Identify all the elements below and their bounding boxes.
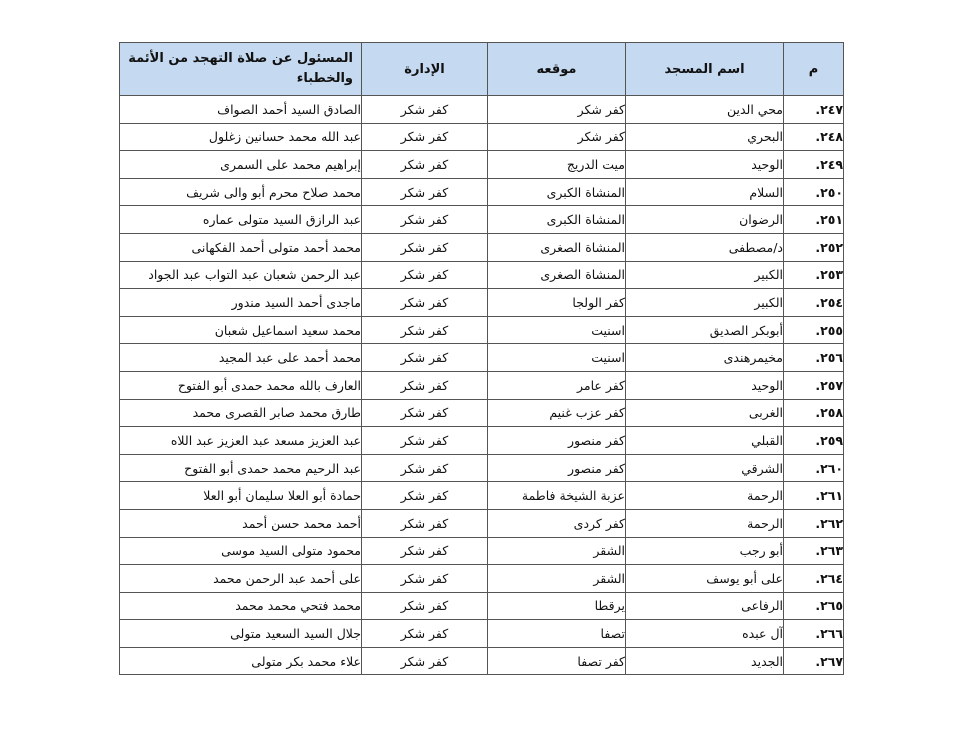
table-body — [120, 96, 844, 675]
table-row — [120, 371, 844, 399]
table-row — [120, 151, 844, 179]
mosque-tahajjud-table — [119, 42, 844, 675]
cell-mosque-name: الجديد — [626, 647, 784, 675]
cell-responsible: العارف بالله محمد حمدى أبو الفتوح — [120, 371, 362, 399]
cell-location: المنشاة الكبرى — [488, 178, 626, 206]
cell-administration: كفر شكر — [362, 371, 488, 399]
table-row — [120, 96, 844, 124]
cell-mosque-name: البحري — [626, 123, 784, 151]
cell-responsible: عبد الرحمن شعبان عبد التواب عبد الجواد — [120, 261, 362, 289]
cell-administration: كفر شكر — [362, 151, 488, 179]
cell-location: الشقر — [488, 565, 626, 593]
cell-num: ٢٤٧. — [784, 96, 844, 124]
cell-administration: كفر شكر — [362, 178, 488, 206]
cell-mosque-name: آل عبده — [626, 620, 784, 648]
cell-mosque-name: الوحيد — [626, 151, 784, 179]
cell-location: تصفا — [488, 620, 626, 648]
cell-administration: كفر شكر — [362, 592, 488, 620]
cell-num: ٢٥٦. — [784, 344, 844, 372]
cell-num: ٢٦٦. — [784, 620, 844, 648]
cell-mosque-name: الرحمة — [626, 509, 784, 537]
cell-location: اسنيت — [488, 316, 626, 344]
cell-responsible: محمد سعيد اسماعيل شعبان — [120, 316, 362, 344]
cell-administration: كفر شكر — [362, 123, 488, 151]
cell-responsible: عبد الرازق السيد متولى عماره — [120, 206, 362, 234]
cell-num: ٢٦٤. — [784, 565, 844, 593]
cell-location: المنشاة الكبرى — [488, 206, 626, 234]
cell-mosque-name: أبوبكر الصديق — [626, 316, 784, 344]
cell-administration: كفر شكر — [362, 289, 488, 317]
cell-location: كفر عزب غنيم — [488, 399, 626, 427]
cell-num: ٢٦٣. — [784, 537, 844, 565]
table-row — [120, 178, 844, 206]
cell-responsible: طارق محمد صابر القصرى محمد — [120, 399, 362, 427]
cell-mosque-name: الغربى — [626, 399, 784, 427]
header-administration: الإدارة — [362, 43, 488, 96]
table-row — [120, 123, 844, 151]
cell-administration: كفر شكر — [362, 233, 488, 261]
cell-location: المنشاة الصغرى — [488, 233, 626, 261]
cell-mosque-name: الكبير — [626, 261, 784, 289]
cell-responsible: أحمد محمد حسن أحمد — [120, 509, 362, 537]
table-row — [120, 427, 844, 455]
cell-responsible: حمادة أبو العلا سليمان أبو العلا — [120, 482, 362, 510]
cell-location: كفر تصفا — [488, 647, 626, 675]
cell-responsible: محمد أحمد على عبد المجيد — [120, 344, 362, 372]
cell-administration: كفر شكر — [362, 261, 488, 289]
cell-num: ٢٦٧. — [784, 647, 844, 675]
cell-num: ٢٥٥. — [784, 316, 844, 344]
cell-location: كفر الولجا — [488, 289, 626, 317]
cell-administration: كفر شكر — [362, 454, 488, 482]
cell-administration: كفر شكر — [362, 427, 488, 455]
cell-administration: كفر شكر — [362, 620, 488, 648]
cell-num: ٢٥١. — [784, 206, 844, 234]
cell-num: ٢٦٥. — [784, 592, 844, 620]
cell-administration: كفر شكر — [362, 537, 488, 565]
cell-mosque-name: محي الدين — [626, 96, 784, 124]
cell-num: ٢٦١. — [784, 482, 844, 510]
cell-location: المنشاة الصغرى — [488, 261, 626, 289]
cell-responsible: عبد الله محمد حسانين زغلول — [120, 123, 362, 151]
cell-num: ٢٥٣. — [784, 261, 844, 289]
table-row — [120, 537, 844, 565]
cell-mosque-name: الرفاعى — [626, 592, 784, 620]
cell-mosque-name: الوحيد — [626, 371, 784, 399]
cell-administration: كفر شكر — [362, 565, 488, 593]
cell-administration: كفر شكر — [362, 344, 488, 372]
cell-location: كفر منصور — [488, 454, 626, 482]
cell-mosque-name: الرحمة — [626, 482, 784, 510]
cell-num: ٢٤٨. — [784, 123, 844, 151]
table-row — [120, 344, 844, 372]
cell-location: عزبة الشيخة فاطمة — [488, 482, 626, 510]
table-row — [120, 316, 844, 344]
cell-responsible: عبد العزيز مسعد عبد العزيز عبد اللاه — [120, 427, 362, 455]
table-row — [120, 233, 844, 261]
cell-num: ٢٥٨. — [784, 399, 844, 427]
cell-responsible: جلال السيد السعيد متولى — [120, 620, 362, 648]
cell-administration: كفر شكر — [362, 206, 488, 234]
header-responsible: المسئول عن صلاة التهجد من الأئمة والخطباء — [120, 43, 362, 96]
cell-num: ٢٥٩. — [784, 427, 844, 455]
cell-mosque-name: مخيمرهندى — [626, 344, 784, 372]
cell-responsible: محمد فتحي محمد محمد — [120, 592, 362, 620]
cell-responsible: محمد أحمد متولى أحمد الفكهانى — [120, 233, 362, 261]
table-row — [120, 482, 844, 510]
cell-num: ٢٤٩. — [784, 151, 844, 179]
cell-location: اسنيت — [488, 344, 626, 372]
cell-num: ٢٥٠. — [784, 178, 844, 206]
table-row — [120, 261, 844, 289]
cell-administration: كفر شكر — [362, 96, 488, 124]
cell-responsible: محمد صلاح محرم أبو والى شريف — [120, 178, 362, 206]
cell-responsible: ماجدى أحمد السيد مندور — [120, 289, 362, 317]
cell-location: ميت الدريج — [488, 151, 626, 179]
cell-administration: كفر شكر — [362, 509, 488, 537]
table-row — [120, 647, 844, 675]
cell-mosque-name: الشرقي — [626, 454, 784, 482]
cell-num: ٢٦٢. — [784, 509, 844, 537]
cell-mosque-name: الكبير — [626, 289, 784, 317]
cell-num: ٢٥٤. — [784, 289, 844, 317]
cell-responsible: عبد الرحيم محمد حمدى أبو الفتوح — [120, 454, 362, 482]
table-row — [120, 592, 844, 620]
cell-administration: كفر شكر — [362, 482, 488, 510]
cell-num: ٢٦٠. — [784, 454, 844, 482]
table-row — [120, 509, 844, 537]
cell-responsible: إبراهيم محمد على السمرى — [120, 151, 362, 179]
table-row — [120, 565, 844, 593]
cell-responsible: علاء محمد بكر متولى — [120, 647, 362, 675]
cell-location: كفر شكر — [488, 123, 626, 151]
cell-mosque-name: القبلي — [626, 427, 784, 455]
cell-administration: كفر شكر — [362, 316, 488, 344]
cell-location: كفر كردى — [488, 509, 626, 537]
cell-responsible: محمود متولى السيد موسى — [120, 537, 362, 565]
cell-mosque-name: على أبو يوسف — [626, 565, 784, 593]
header-num: م — [784, 43, 844, 96]
cell-location: كفر عامر — [488, 371, 626, 399]
cell-mosque-name: د/مصطفى — [626, 233, 784, 261]
cell-num: ٢٥٧. — [784, 371, 844, 399]
cell-location: يرقطا — [488, 592, 626, 620]
header-mosque-name: اسم المسجد — [626, 43, 784, 96]
cell-mosque-name: السلام — [626, 178, 784, 206]
cell-num: ٢٥٢. — [784, 233, 844, 261]
table-row — [120, 454, 844, 482]
cell-location: الشقر — [488, 537, 626, 565]
cell-administration: كفر شكر — [362, 399, 488, 427]
cell-mosque-name: أبو رجب — [626, 537, 784, 565]
table-row — [120, 399, 844, 427]
header-location: موقعه — [488, 43, 626, 96]
table-row — [120, 206, 844, 234]
cell-location: كفر شكر — [488, 96, 626, 124]
table-row — [120, 289, 844, 317]
header-row — [120, 43, 844, 96]
cell-location: كفر منصور — [488, 427, 626, 455]
table-row — [120, 620, 844, 648]
cell-responsible: الصادق السيد أحمد الصواف — [120, 96, 362, 124]
cell-mosque-name: الرضوان — [626, 206, 784, 234]
cell-responsible: على أحمد عبد الرحمن محمد — [120, 565, 362, 593]
cell-administration: كفر شكر — [362, 647, 488, 675]
